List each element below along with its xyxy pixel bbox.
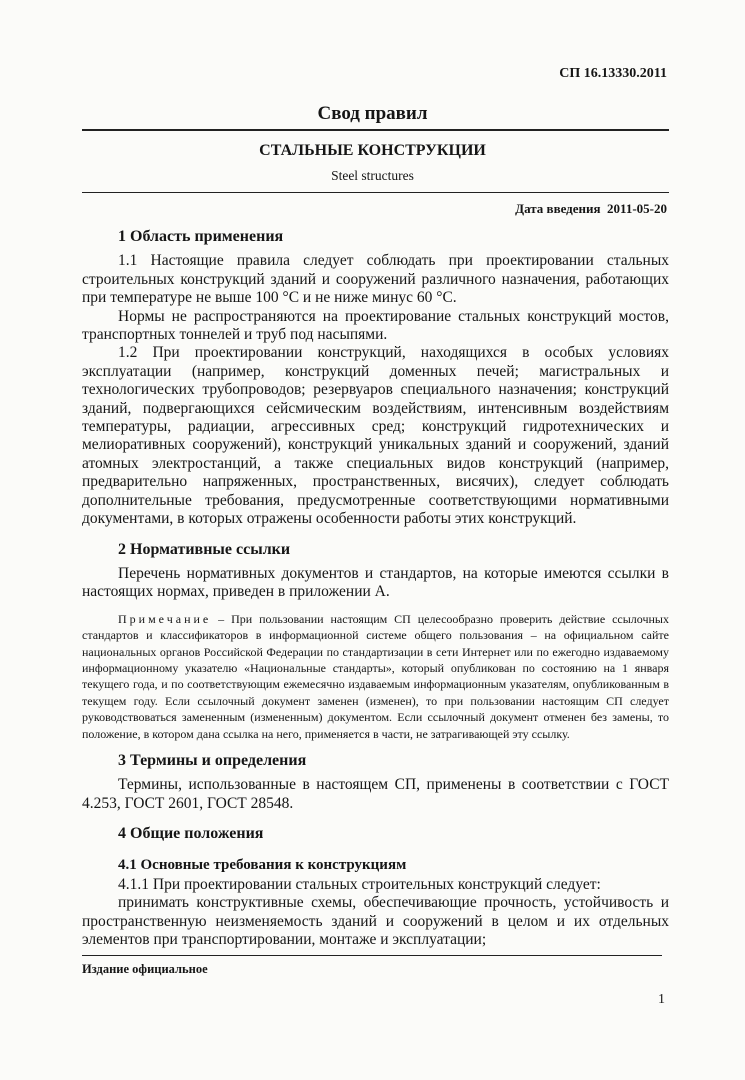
- section-4-1-heading: 4.1 Основные требования к конструкциям: [118, 856, 407, 873]
- section-2-heading: 2 Нормативные ссылки: [118, 540, 291, 558]
- introduction-date: [515, 201, 667, 217]
- paragraph-4-1-1: 4.1.1 При проектировании стальных строительных конструкций следует:: [118, 876, 601, 893]
- section-4-heading: 4 Общие положения: [118, 825, 264, 843]
- paragraph-1-1: 1.1 Настоящие правила следует соблюдать при проектировании стальных строительных конструкций зданий и сооружений различного назначения, работающих при температуре не выше 100 °С и не ниже минус 60 °С.: [82, 252, 669, 307]
- section-1-heading: 1 Область применения: [118, 228, 284, 245]
- document-subject-english: Steel structures: [331, 168, 414, 183]
- page-number: 1: [658, 992, 665, 1007]
- paragraph-3: Термины, использованные в настоящем СП, применены в соответствии с ГОСТ 4.253, ГОСТ 2601, ГОСТ 28548.: [82, 776, 669, 812]
- paragraph-1-1-exclusion: Нормы не распространяются на проектирование стальных конструкций мостов, транспортных тоннелей и труб под насыпями.: [82, 307, 669, 344]
- title-divider: [82, 129, 669, 131]
- document-number: СП 16.13330.2011: [559, 66, 667, 81]
- note-text: – При пользовании настоящим СП целесообразно проверить действие ссылочных стандартов и классификаторов в информационной системе общего пользования – на официальном сайте национальных органов Российской Федерации по стандартизации в сети Интернет или по ежегодно издаваемому информационному указателю «Национальные стандарты», который опубликован по состоянию на 1 января текущего года, и по соответствующим ежемесячно издаваемым информационным указателям, опубликованным в текущем году. Если ссылочный документ заменен (изменен), то при пользовании настоящим СП следует руководствоваться замененным (измененным) документом. Если ссылочный документ отменен без замены, то положение, в котором дана ссылка на него, применяется в части, не затрагивающей эту ссылку.: [82, 611, 669, 741]
- subject-divider: [82, 192, 669, 193]
- section-2-note: [82, 611, 669, 742]
- section-3-heading: 3 Термины и определения: [118, 751, 307, 769]
- paragraph-4-1-1-item: принимать конструктивные схемы, обеспечивающие прочность, устойчивость и пространственную неизменяемость зданий и сооружений в целом и их отдельных элементов при транспортировании, монтаже и эксплуатации;: [82, 894, 669, 949]
- date-label: Дата введения: [515, 201, 601, 216]
- edition-label: Издание официальное: [82, 962, 208, 976]
- document-subject: СТАЛЬНЫЕ КОНСТРУКЦИИ: [259, 142, 486, 159]
- note-label: Примечание: [118, 611, 212, 626]
- paragraph-1-2: 1.2 При проектировании конструкций, находящихся в особых условиях эксплуатации (например, конструкций доменных печей; магистральных и технологических трубопроводов; резервуаров специального назначения; конструкций зданий, подвергающихся сейсмическим воздействиям, интенсивным воздействиям температуры, радиации, агрессивных сред; конструкций гидротехнических и мелиоративных сооружений), конструкций уникальных зданий и сооружений, зданий атомных электростанций, а также специальных видов конструкций (например, предварительно напряженных, пространственных, висячих), следует соблюдать дополнительные требования, предусмотренные соответствующими нормативными документами, в которых отражены особенности работы этих конструкций.: [82, 344, 669, 528]
- document-body: [82, 228, 669, 950]
- date-value: 2011-05-20: [607, 201, 667, 216]
- paragraph-2: Перечень нормативных документов и стандартов, на которые имеются ссылки в настоящих нормах, приведен в приложении А.: [82, 564, 669, 601]
- document-title: Свод правил: [317, 103, 428, 124]
- footer-divider: [82, 955, 662, 956]
